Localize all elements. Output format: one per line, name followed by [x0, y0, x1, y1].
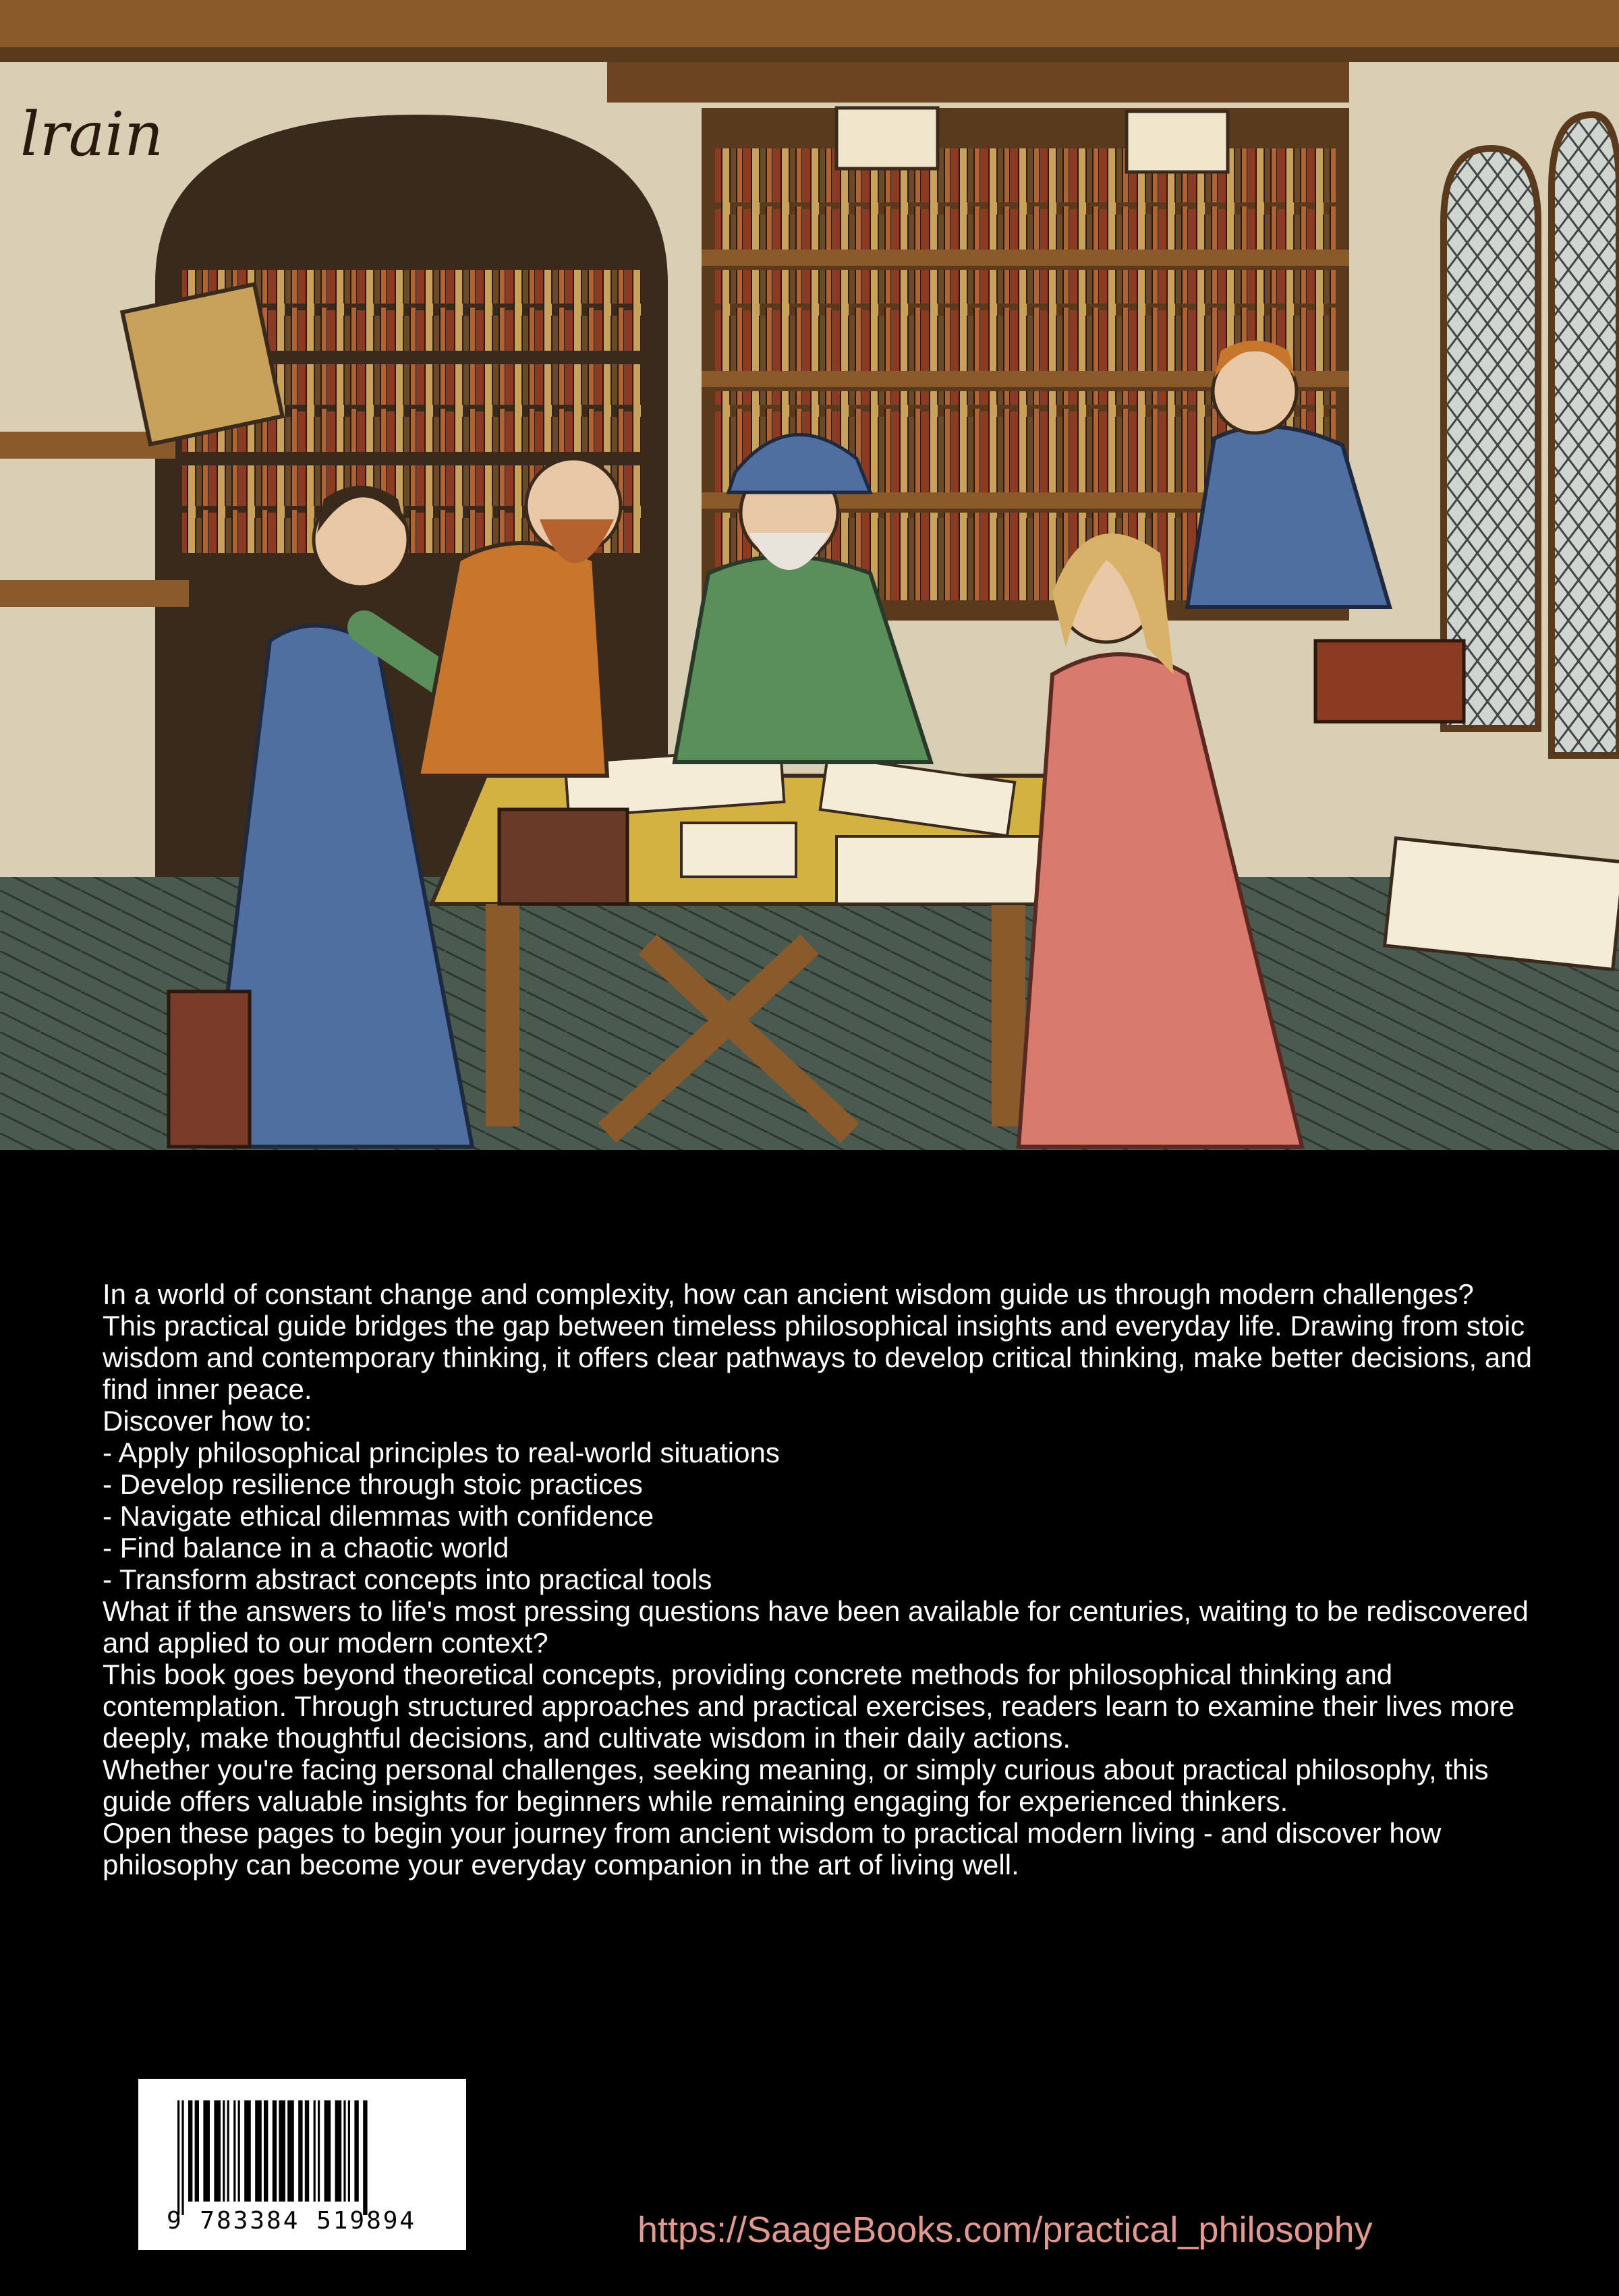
barcode-bar	[314, 2100, 316, 2202]
blurb-paragraph-5: Open these pages to begin your journey from ancient wisdom to practical modern living - and discover how philosophy can become your everyday companion in the art of living well.	[103, 1817, 1442, 1881]
barcode-bar	[287, 2100, 294, 2202]
barcode-bar	[233, 2100, 235, 2202]
blurb-paragraph-4: Whether you're facing personal challenges, seeking meaning, or simply curious about practical philosophy, this guide offers valuable insights for beginners while remaining engaging for experienced thinkers.	[103, 1754, 1489, 1817]
discover-heading: Discover how to:	[103, 1405, 312, 1437]
barcode-bar	[177, 2100, 179, 2215]
isbn-digits: 9 783384 519894	[167, 2207, 417, 2235]
intro-question: In a world of constant change and complexity, how can ancient wisdom guide us through modern challenges?	[103, 1278, 1474, 1310]
barcode-bar	[227, 2100, 229, 2202]
wall-inscription: lrain	[20, 99, 164, 170]
barcode-bar	[223, 2100, 225, 2202]
barcode-bar	[279, 2100, 285, 2202]
barcode-bar	[203, 2100, 210, 2202]
benefits-list	[103, 1437, 1560, 1595]
blurb-paragraph-1: This practical guide bridges the gap between timeless philosophical insights and everyday life. Drawing from stoic wisdom and contemporary thinking, it offers clear pathways to develop critical thinking, make better decisions, and find inner peace.	[103, 1310, 1532, 1405]
barcode-bar	[343, 2100, 345, 2202]
barcode-bar	[244, 2100, 251, 2202]
list-item: - Apply philosophical principles to real-world situations	[103, 1437, 780, 1468]
back-cover-blurb	[103, 1278, 1560, 1881]
barcode-bar	[318, 2100, 320, 2202]
list-item: - Find balance in a chaotic world	[103, 1532, 509, 1563]
barcode-bar	[354, 2100, 358, 2202]
list-item: - Navigate ethical dilemmas with confidence	[103, 1500, 654, 1532]
barcode-bar	[195, 2100, 199, 2202]
isbn-barcode	[138, 2079, 466, 2250]
publisher-url[interactable]: https://SaageBooks.com/practical_philosophy	[637, 2210, 1373, 2250]
barcode-bar	[363, 2100, 367, 2215]
barcode-bar	[255, 2100, 262, 2202]
barcode-bar	[188, 2100, 192, 2202]
list-item: - Develop resilience through stoic practices	[103, 1468, 643, 1500]
barcode-bar	[298, 2100, 302, 2202]
barcode-bar	[348, 2100, 350, 2202]
blurb-paragraph-3: This book goes beyond theoretical concepts, providing concrete methods for philosophical thinking and contemplation. Through structured approaches and practical exercises, readers learn to examine their lives more deeply, make thoughtful decisions, and cultivate wisdom in their daily actions.	[103, 1659, 1515, 1754]
blurb-paragraph-2: What if the answers to life's most pressing questions have been available for centuries, waiting to be rediscovered and applied to our modern context?	[103, 1595, 1529, 1659]
barcode-bar	[181, 2100, 183, 2215]
barcode-bar	[273, 2100, 277, 2202]
barcode-bar	[335, 2100, 342, 2202]
barcode-bar	[214, 2100, 221, 2202]
barcode-bar	[238, 2100, 240, 2202]
barcode-bar	[324, 2100, 331, 2202]
barcode-bar	[264, 2100, 268, 2202]
barcode-bar	[305, 2100, 309, 2202]
list-item: - Transform abstract concepts into practical tools	[103, 1563, 712, 1595]
